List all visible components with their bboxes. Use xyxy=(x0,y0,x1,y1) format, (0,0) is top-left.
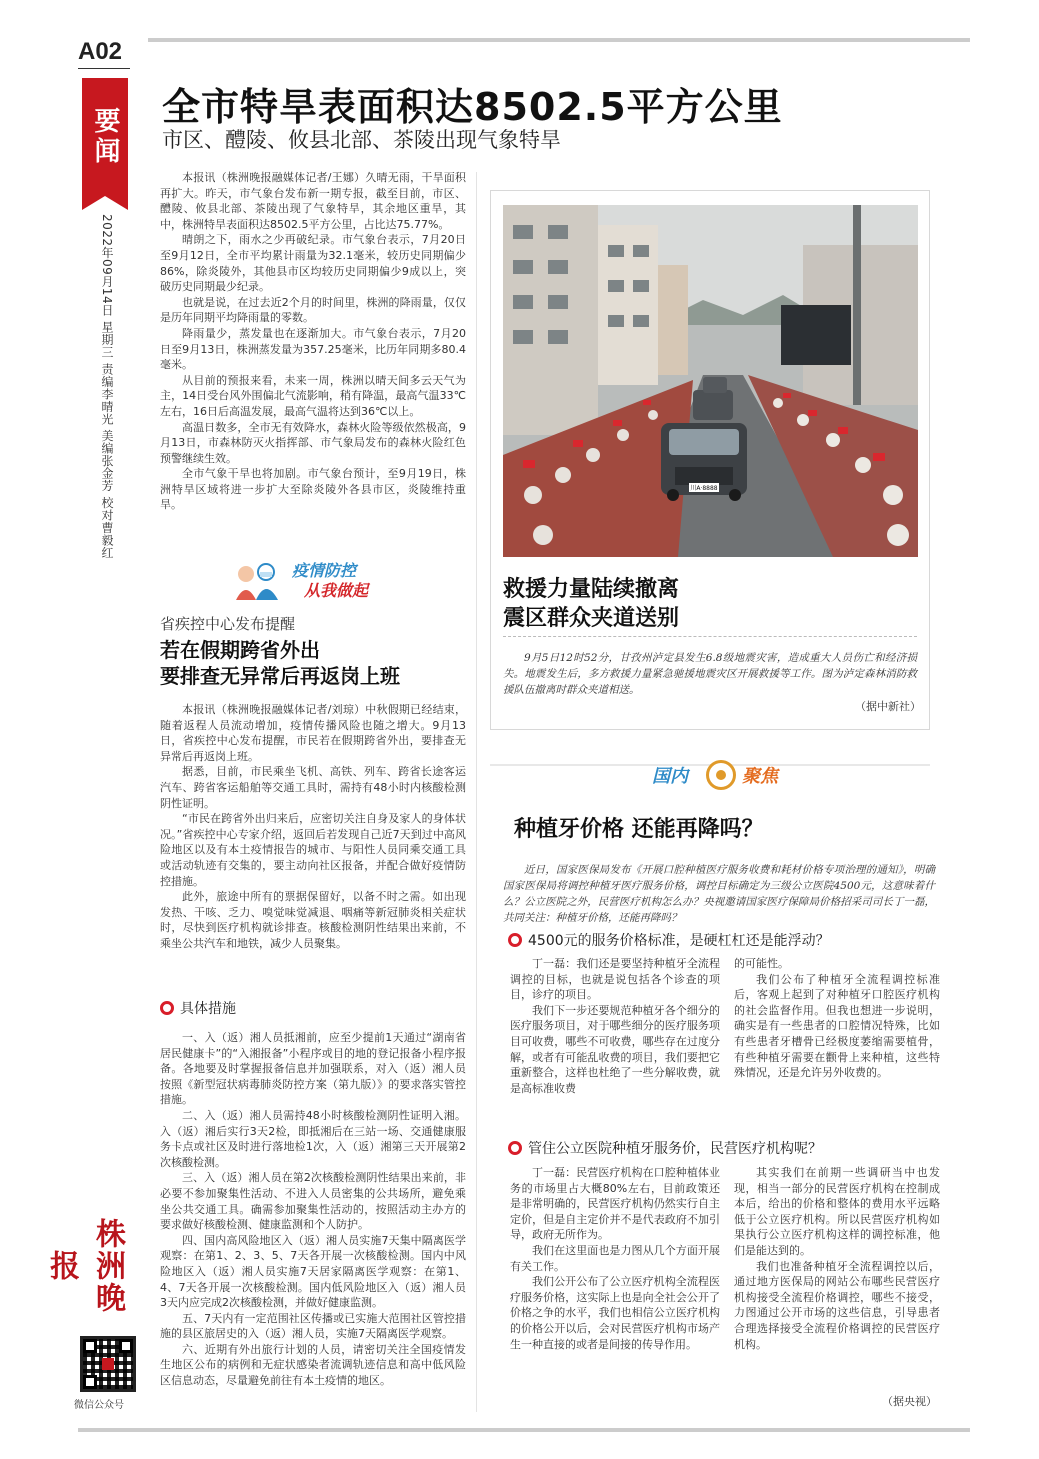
paragraph: 丁一磊：我们还是要坚持种植牙全流程调控的目标，也就是说包括各个诊查的项目，诊疗的项目。 xyxy=(510,957,720,1002)
paragraph: 其实我们在前期一些调研当中也发现，相当一部分的民营医疗机构在控制成本后，给出的价格和整体的费用水平远略低于公立医疗机构。所以民营医疗机构如果执行公立医疗机构这样的调控标准，他们是能达到的。 xyxy=(734,1166,940,1257)
focus-intro-text: 近日，国家医保局发布《开展口腔种植医疗服务收费和耗材价格专项治理的通知》，明确国家医保局将调控种植牙医疗服务价格，调控目标确定为三级公立医院4500元，这意味着什么？公立医院之外，民营医疗机构怎么办？央视邀请国家医疗保障局价格招采司司长丁一磊，共同关注：种植牙价格，还能再降吗？ xyxy=(503,864,935,924)
question-heading-2 xyxy=(508,1138,822,1158)
paragraph: 我们在这里面也是力图从几个方面开展有关工作。 xyxy=(510,1243,720,1273)
measure-item: 一、入（返）湘人员抵湘前，应至少提前1天通过“湖南省居民健康卡”的“入湘报备”小程序或目的地的登记报备小程序报备。各地要及时掌握报备信息并加强联系，对入（返）湘人员按照《新型冠状病毒肺炎防控方案（第九版）》的要求落实管控措施。 xyxy=(160,1031,466,1107)
paragraph: “市民在跨省外出归来后，应密切关注自身及家人的身体状况。”省疾控中心专家介绍，返回后若发现自己近7天到过中高风险地区以及有本土疫情报告的城市、与阳性人员同乘交通工具或活动轨迹有交集的，要主动向社区报备，并配合做好疫情防控措施。 xyxy=(160,812,466,888)
paragraph: 从目前的预报来看，未来一周，株洲以晴天间多云天气为主，14日受台风外围偏北气流影响，稍有降温，最高气温33℃左右，16日后高温发展，最高气温将达到36℃以上。 xyxy=(160,373,466,418)
paragraph: 本报讯（株洲晚报融媒体记者/刘琼）中秋假期已经结束，随着返程人员流动增加，疫情传播风险也随之增大。9月13日，省疾控中心发布提醒，市民若在假期跨省外出，要排查无异常后再返岗上班。 xyxy=(160,703,466,763)
section-tab-notch xyxy=(82,196,128,210)
page-number-underline xyxy=(78,68,130,69)
paragraph: 高温日数多，全市无有效降水，森林火险等级依然极高，9月13日，市森林防灭火指挥部、市气象局发布的森林火险红色预警继续生效。 xyxy=(160,420,466,465)
answer-1-left xyxy=(510,956,720,1096)
bullet-circle-icon xyxy=(508,933,522,947)
epidemic-headline-line2: 要排查无异常后再返岗上班 xyxy=(160,664,400,688)
question-heading-1 xyxy=(508,930,830,950)
answer-1-right xyxy=(734,956,940,1081)
focus-intro xyxy=(503,862,935,926)
lead-headline: 全市特旱表面积达8502.5平方公里 xyxy=(162,85,783,129)
epidemic-article-body xyxy=(160,702,466,952)
paragraph: 丁一磊：民营医疗机构在口腔种植体业务的市场里占大概80%左右，目前政策还是非常明确的，民营医疗机构仍然实行自主定价，但是自主定价并不是代表政府不加引导，政府无所作为。 xyxy=(510,1166,720,1242)
measure-item: 四、国内高风险地区入（返）湘人员实施7天集中隔离医学观察：在第1、2、3、5、7天各开展一次核酸检测。国内中风险地区入（返）湘人员实施7天居家隔离医学观察：在第1、4、7天各开展一次核酸检测。国内低风险地区入（返）湘人员3天内应完成2次核酸检测，并做好健康监测。 xyxy=(160,1233,466,1310)
bullet-circle-icon xyxy=(160,1001,174,1015)
measures-title: 具体措施 xyxy=(180,1001,236,1017)
qr-finder-top-left xyxy=(83,1339,97,1353)
question-text: 4500元的服务价格标准，是硬杠杠还是能浮动？ xyxy=(528,933,830,949)
top-rule xyxy=(148,38,970,42)
measures-body xyxy=(160,1030,466,1389)
paragraph: 本报讯（株洲晚报融媒体记者/王娜）久晴无雨，干旱面积再扩大。昨天，市气象台发布新一期专报，截至目前，市区、醴陵、攸县北部、茶陵出现了气象特旱，其余地区重旱，其中，株洲特旱表面积达8502.5平方公里，占比达75.77%。 xyxy=(160,171,466,231)
focus-source: （据央视） xyxy=(882,1395,937,1408)
bottom-rule xyxy=(78,1428,970,1432)
lead-article-body xyxy=(160,170,466,513)
focus-headline: 种植牙价格 还能再降吗？ xyxy=(514,817,764,842)
paragraph: 也就是说，在过去近2个月的时间里，株洲的降雨量，仅仅是历年同期平均降雨量的零数。 xyxy=(160,295,466,325)
newspaper-logo: 株洲晚报 xyxy=(44,1218,125,1314)
qr-label: 微信公众号 xyxy=(74,1400,124,1411)
measure-item: 六、近期有外出旅行计划的人员，请密切关注全国疫情发生地区公布的病例和无症状感染者流调轨迹信息和高中低风险区信息动态，尽量避免前往有本土疫情的地区。 xyxy=(160,1342,466,1388)
page-number: A02 xyxy=(78,38,123,65)
epidemic-headline-line1: 若在假期跨省外出 xyxy=(160,638,320,662)
lead-subhead: 市区、醴陵、攸县北部、茶陵出现气象特旱 xyxy=(162,128,561,152)
bullet-circle-icon xyxy=(508,1141,522,1155)
photo-description xyxy=(503,650,917,698)
measure-item: 三、入（返）湘人员在第2次核酸检测阴性结果出来前，非必要不参加聚集性活动、不进入人员密集的公共场所，避免乘坐公共交通工具。确需参加聚集性活动的，按照活动主办方的要求做好核酸检测、健康监测和个人防护。 xyxy=(160,1171,466,1232)
column-divider xyxy=(476,172,477,1412)
focus-target-icon-center xyxy=(716,770,726,780)
epidemic-badge-line1: 疫情防控 xyxy=(292,561,357,580)
qr-finder-top-right xyxy=(119,1339,133,1353)
epidemic-kicker: 省疾控中心发布提醒 xyxy=(160,615,296,633)
dateline: 2022年09月14日 星期三 责编李晴光 美编张金芳 校对曹毅红 xyxy=(100,214,114,559)
epidemic-badge-figures-icon xyxy=(232,560,282,602)
photo-caption-line2: 震区群众夹道送别 xyxy=(503,606,680,631)
question-text: 管住公立医院种植牙服务价，民营医疗机构呢？ xyxy=(528,1141,822,1157)
answer-2-left xyxy=(510,1165,720,1352)
answer-2-right xyxy=(734,1165,940,1352)
paragraph: 我们也准备种植牙全流程调控以后，通过地方医保局的网站公布哪些民营医疗机构接受全流程价格调控，哪些不接受，力图通过公开市场的这些信息，引导患者合理选择接受全流程价格调控的民营医疗机构。 xyxy=(734,1259,940,1351)
paragraph: 我们公开公布了公立医疗机构全流程医疗服务价格，这实际上也是向全社会公开了价格之争的水平，我们也相信公立医疗机构的价格公开以后，会对民营医疗机构市场产生一种直接的或者是间接的传导作用。 xyxy=(510,1275,720,1351)
section-tab: 要闻 xyxy=(82,78,128,196)
paragraph: 我们公布了种植牙全流程调控标准后，客观上起到了对种植牙口腔医疗机构的社会监督作用。但我也想进一步说明，确实是有一些患者的口腔情况特殊，比如有些患者牙槽骨已经极度萎缩需要植骨，有些种植牙需要在颧骨上来种植，这些特殊情况，还是允许另外收费的。 xyxy=(734,972,940,1080)
photo-source: （据中新社） xyxy=(855,700,921,713)
paragraph: 此外，旅途中所有的票据保留好，以备不时之需。如出现发热、干咳、乏力、嗅觉味觉减退、咽痛等新冠肺炎相关症状时，尽快到医疗机构就诊排查。核酸检测阴性结果出来前，不乘坐公共汽车和地铁，减少人员聚集。 xyxy=(160,890,466,950)
focus-label-right: 聚焦 xyxy=(742,766,778,787)
paragraph: 全市气象干旱也将加剧。市气象台预计，至9月19日，株洲特旱区域将进一步扩大至除炎陵外各县市区，炎陵维持重旱。 xyxy=(160,467,466,512)
qr-finder-bottom-left xyxy=(83,1375,97,1389)
paragraph: 我们下一步还要规范种植牙各个细分的医疗服务项目，对于哪些细分的医疗服务项目可收费，哪些不可收费，哪些存在过度分解，或者有可能乱收费的项目，我们要把它重新整合，这样也杜绝了一些分解收费，就是高标准收费 xyxy=(510,1003,720,1095)
photo-caption-line1: 救援力量陆续撤离 xyxy=(503,577,680,602)
paragraph: 降雨量少，蒸发量也在逐渐加大。市气象台表示，7月20日至9月13日，株洲蒸发量为357.25毫米，比历年同期多80.4毫米。 xyxy=(160,326,466,372)
qr-center-logo xyxy=(102,1358,114,1370)
paragraph: 晴朗之下，雨水之少再破纪录。市气象台表示，7月20日至9月12日，全市平均累计雨量为32.1毫米，较历史同期偏少86%，除炎陵外，其他县市区均较历史同期偏少9成以上，突破历史同期最少纪录。 xyxy=(160,233,466,294)
measures-heading xyxy=(160,998,236,1018)
measure-item: 二、入（返）湘人员需持48小时核酸检测阴性证明入湘。入（返）湘后实行3天2检，即抵湘后在三站一场、交通健康服务卡点或社区及时进行落地检1次，入（返）湘第三天开展第2次核酸检测。 xyxy=(160,1108,466,1169)
photo-description-text: 9月5日12时52分，甘孜州泸定县发生6.8级地震灾害，造成重大人员伤亡和经济损失。地震发生后，多方救援力量紧急驰援地震灾区开展救援等工作。图为泸定森林消防救援队伍撤离时群众夹道相送。 xyxy=(503,652,917,696)
news-photo xyxy=(503,205,918,557)
paragraph: 据悉，目前，市民乘坐飞机、高铁、列车、跨省长途客运汽车、跨省客运船舶等交通工具时，需持有48小时内核酸检测阴性证明。 xyxy=(160,765,466,810)
focus-label-left: 国内 xyxy=(652,766,688,787)
measure-item: 五、7天内有一定范围社区传播或已实施大范围社区管控措施的县区旅居史的入（返）湘人员，实施7天隔离医学观察。 xyxy=(160,1311,466,1341)
license-plate: 川A·8888 xyxy=(690,485,718,492)
paragraph: 的可能性。 xyxy=(734,957,789,970)
photo-caption-rule xyxy=(503,636,917,637)
epidemic-badge-line2: 从我做起 xyxy=(304,581,369,600)
